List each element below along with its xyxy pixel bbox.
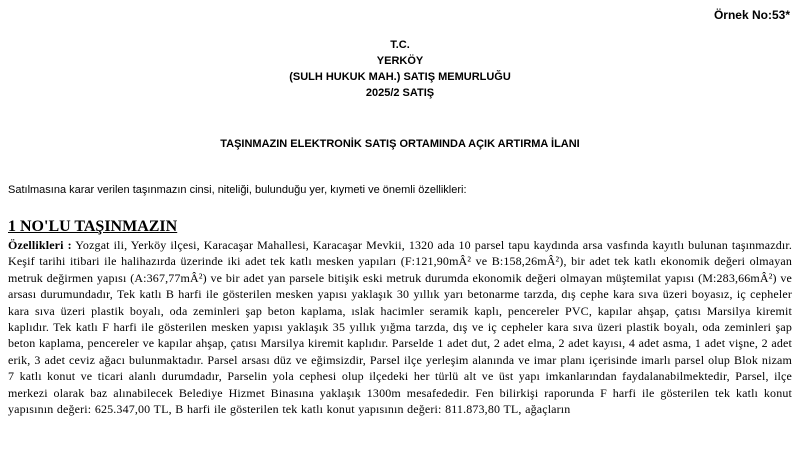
properties-text: Yozgat ili, Yerköy ilçesi, Karacaşar Mahallesi, Karacaşar Mevkii, 1320 ada 10 parsel tapu kaydında arsa vasfında kayıtlı bulunan taşınmazdır. Keşif tarihi itibari ile halihazırda üzerinde iki adet tek katlı mesken yapıları (F:121,90mÂ² ve B:158,26mÂ²), bir adet tek katlı ekonomik değeri olmayan metruk değirmen yapısı (A:367,77mÂ²) ve bir adet yan parsele bitişik eski metruk durumda ekonomik değeri olmayan müştemilat yapısı (M:283,66mÂ²) ve arsası durumundadır, Tek katlı B harfi ile gösterilen mesken yapısı yaklaşık 30 yıllık yarı betonarme tarzda, dış cephe kara sıva üzeri boyasız, iç cepheler kara sıva üzeri plastik boyalı, oda zeminleri şap beton kaplama, ıslak hacimler seramik kaplı, pencereler PVC, kapılar ahşap, çatısı Marsilya kiremit kaplıdır. Tek katlı F harfi ile gösterilen mesken yapısı yaklaşık 35 yıllık yığma tarzda, dış ve iç cepheler kara sıva üzeri plastik boyalı, oda zeminleri şap beton kaplama, pencereler ve kapılar ahşap, çatısı Marsilya kiremit kaplıdır. Parselde 1 adet dut, 2 adet elma, 2 adet kayısı, 4 adet asma, 1 adet vişne, 2 adet erik, 3 adet ceviz ağacı bulunmaktadır. Parsel arsası düz ve eğimsizdir, Parsel ilçe yerleşim alanında ve imar planı içerisinde imarlı parsel olup Blok nizam 7 katlı konut ve ticari alanlı durumdadır, Parselin yola cephesi olup ilçedeki her türlü alt ve üst yapı imkanlarından faydalanabilmektedir, Parsel, ilçe merkezi olarak baz alınabilecek Belediye Hizmet Binasına yaklaşık 1300m mesafededir. Fen bilirkişi raporunda F harfi ile gösterilen tek katlı konut yapısının değeri: 625.347,00 TL, B harfi ile gösterilen tek katlı konut yapısının değeri: 811.873,80 TL, ağaçların [8, 238, 792, 417]
intro-paragraph: Satılmasına karar verilen taşınmazın cinsi, niteliği, bulunduğu yer, kıymeti ve önemli özellikleri: [8, 184, 467, 196]
document-header [0, 37, 800, 101]
announcement-title: TAŞINMAZIN ELEKTRONİK SATIŞ ORTAMINDA AÇIK ARTIRMA İLANI [220, 138, 580, 150]
properties-paragraph [8, 237, 792, 417]
header-line-republic: T.C. [390, 39, 410, 51]
header-line-file-number: 2025/2 SATIŞ [365, 87, 435, 99]
sample-number: Örnek No:53* [713, 8, 790, 22]
header-line-office: (SULH HUKUK MAH.) SATIŞ MEMURLUĞU [289, 71, 511, 83]
header-line-district: YERKÖY [376, 55, 424, 67]
properties-label: Özellikleri : [8, 238, 72, 252]
section-title: 1 NO'LU TAŞINMAZIN [8, 218, 178, 235]
